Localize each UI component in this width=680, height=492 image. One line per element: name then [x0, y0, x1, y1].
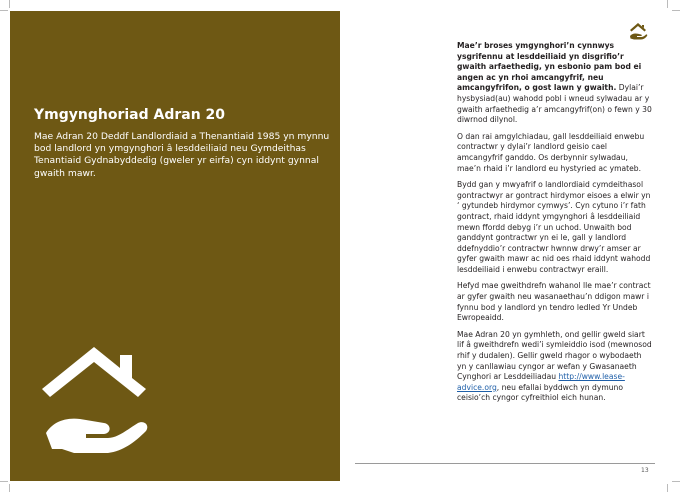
advice-text-end: , neu efallai byddwch yn dymuno ceisio’ch cyngor cyfreithiol eich hunan. — [457, 382, 624, 403]
lease-advice-link[interactable]: http://www.lease-advice.org — [457, 372, 625, 392]
paragraph-further-advice — [457, 330, 653, 404]
page-number: 13 — [641, 467, 649, 474]
house-on-hand-icon — [34, 337, 154, 459]
crop-mark — [9, 0, 10, 8]
paragraph-nominate-contractor: O dan rai amgylchiadau, gall lesddeiliaid enwebu contractwr y dylai’r landlord geisio cael amcangyfrif ganddo. Os derbynnir sylwadau, mae’n rhaid i’r landlord eu hystyried ac ymateb. — [457, 131, 645, 173]
crop-mark — [672, 10, 680, 11]
lead-sentence: Mae’r broses ymgynghori’n cynnwys ysgrifennu at lesddeiliaid yn disgrifio’r gwaith arfaethedig, yn esbonio pam bod ei angen ac yn rhoi amcangyfrif, neu amcangyfrifon, o gost lawn y gwaith. — [457, 41, 642, 93]
left-page — [10, 11, 340, 481]
crop-mark — [672, 481, 680, 482]
paragraph-long-term-agreement: Bydd gan y mwyafrif o landlordiaid cymdeithasol gontractwyr ar gontract hirdymor eisoes a elwir yn ‘ gytundeb hirdymor cymwys’. Cyn cytuno i’r fath gontract, rhaid iddynt ymgynghori â lesddeiliaid mewn ffordd debyg i’r un uchod. Unwaith bod ganddynt gontractwr yn ei le, gall y landlord ddefnyddio’r contractwr hwnnw drwy’r amser ar gyfer gwaith mawr ac nid oes rhaid iddynt wahodd lesddeiliaid i enwebu contractwyr eraill. — [457, 180, 651, 274]
crop-mark — [9, 484, 10, 492]
paragraph-eu-tender: Hefyd mae gweithdrefn wahanol lle mae’r contract ar gyfer gwaith neu wasanaethau’n ddigon mawr i fynnu bod y landlord yn tendro ledled Yr Undeb Ewropeaidd. — [457, 281, 651, 323]
crop-mark — [667, 0, 668, 8]
house-hand-logo-icon — [628, 21, 648, 41]
paragraph-continuation: Dylai’r hysbysiad(au) wahodd pobl i wneud sylwadau ar y gwaith arfaethedig a’r amcangyfrif(on) o fewn y 30 diwrnod dilynol. — [457, 83, 652, 125]
intro-paragraph: Mae Adran 20 Deddf Landlordiaid a Thenantiaid 1985 yn mynnu bod landlord yn ymgynghori â lesddeiliaid neu Gymdeithas Tenantiaid Gydnabyddedig (gweler yr eirfa) cyn iddynt gynnal gwaith mawr. — [34, 131, 330, 179]
footer-divider — [355, 463, 655, 464]
page-title: Ymgynghoriad Adran 20 — [34, 107, 226, 123]
crop-mark — [667, 484, 668, 492]
crop-mark — [0, 10, 8, 11]
crop-mark — [0, 481, 8, 482]
page-gutter — [340, 0, 355, 492]
body-text-column — [457, 41, 653, 410]
advice-text: Mae Adran 20 yn gymhleth, ond gellir gweld siart lif â gweithdrefn wedi’i symleiddio isod (mewnosod rhif y dudalen). Gellir gweld rhagor o wybodaeth yn y canllawiau cyngor ar wefan y Gwasanaeth Cynghori ar Lesddeiliadau — [457, 329, 652, 382]
right-page — [355, 11, 667, 481]
paragraph-consultation-process — [457, 41, 653, 126]
